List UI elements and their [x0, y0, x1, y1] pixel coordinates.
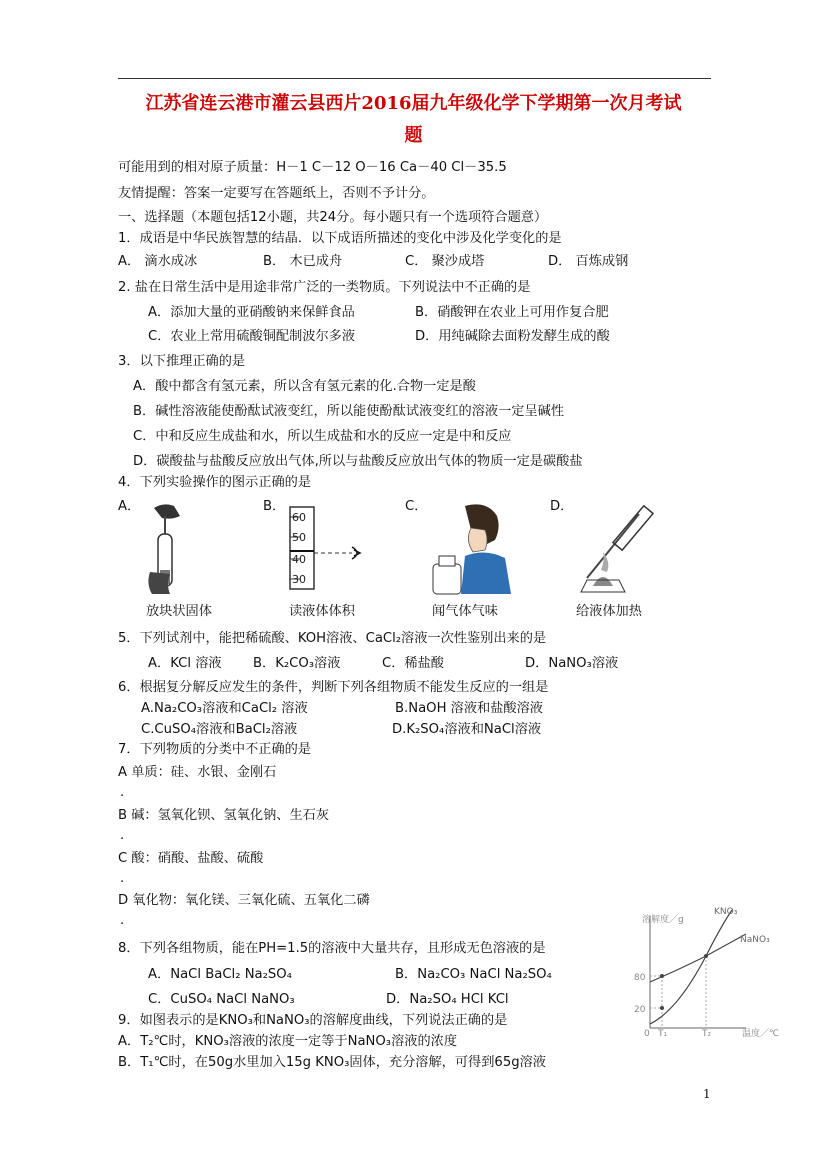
chart-x-mark-t2: T₂ — [702, 1029, 712, 1039]
question-3-option-d: D．碳酸盐与盐酸反应放出气体,所以与盐酸反应放出气体的物质一定是碳酸盐 — [133, 454, 583, 469]
question-5-option-c: C．稀盐酸 — [382, 656, 444, 671]
cylinder-tick-40: 40 — [292, 553, 306, 566]
question-1-stem: 1．成语是中华民族智慧的结晶．以下成语所描述的变化中涉及化学变化的是 — [118, 231, 562, 246]
chart-x-label: 温度／℃ — [742, 1029, 780, 1039]
question-8-option-b: B．Na₂CO₃ NaCl Na₂SO₄ — [395, 967, 552, 982]
question-7-dot-b: . — [120, 828, 125, 843]
question-7-option-d: D 氧化物：氧化镁、三氧化硫、五氧化二磷 — [118, 893, 370, 908]
question-8-stem: 8．下列各组物质，能在PH=1.5的溶液中大量共存，且形成无色溶液的是 — [118, 941, 546, 956]
question-2-stem: 2. 盐在日常生活中是用途非常广泛的一类物质。下列说法中不正确的是 — [118, 280, 531, 295]
question-7-dot-d: . — [120, 913, 125, 928]
question-3-option-c: C．中和反应生成盐和水，所以生成盐和水的反应一定是中和反应 — [133, 429, 512, 444]
question-8-option-a: A．NaCl BaCl₂ Na₂SO₄ — [148, 967, 292, 982]
question-2-option-b: B．硝酸钾在农业上可用作复合肥 — [415, 305, 609, 320]
question-4-label-d: D． — [550, 499, 574, 514]
question-2-option-d: D．用纯碱除去面粉发酵生成的酸 — [415, 329, 610, 344]
question-7-stem: 7．下列物质的分类中不正确的是 — [118, 742, 312, 757]
question-6-stem: 6．根据复分解反应发生的条件，判断下列各组物质不能发生反应的一组是 — [118, 680, 549, 695]
question-5-option-d: D．NaNO₃溶液 — [525, 656, 619, 671]
section-heading: 一、选择题（本题包括12小题，共24分。每小题只有一个选项符合题意） — [118, 210, 548, 225]
atomic-masses: 可能用到的相对原子质量：H－1 C－12 O－16 Ca－40 Cl－35.5 — [118, 160, 507, 175]
question-1-option-d: D． 百炼成钢 — [548, 254, 629, 269]
question-1-option-a: A． 滴水成冰 — [118, 254, 198, 269]
cylinder-tick-60: 60 — [292, 511, 306, 524]
question-4-label-c: C． — [405, 499, 428, 514]
question-5-stem: 5．下列试剂中，能把稀硫酸、KOH溶液、CaCl₂溶液一次性鉴别出来的是 — [118, 631, 547, 646]
figure-b-caption: 读液体体积 — [289, 604, 355, 619]
series-nano3-label: NaNO₃ — [740, 935, 770, 945]
chart-x-mark-t1: T₁ — [658, 1029, 668, 1039]
figure-a-caption: 放块状固体 — [146, 604, 212, 619]
graduated-cylinder-figure — [278, 505, 373, 593]
question-9-option-a: A．T₂℃时，KNO₃溶液的浓度一定等于NaNO₃溶液的浓度 — [118, 1034, 458, 1049]
page-number: 1 — [703, 1087, 711, 1101]
question-4-label-b: B． — [263, 499, 286, 514]
chart-y-mark-20: 20 — [634, 1005, 646, 1015]
question-1-option-c: C． 聚沙成塔 — [405, 254, 485, 269]
cylinder-tick-50: 50 — [292, 531, 306, 544]
question-9-option-b: B．T₁℃时，在50g水里加入15g KNO₃固体，充分溶解，可得到65g溶液 — [118, 1055, 546, 1070]
question-9-stem: 9．如图表示的是KNO₃和NaNO₃的溶解度曲线，下列说法正确的是 — [118, 1013, 508, 1028]
cylinder-tick-30: 30 — [292, 573, 306, 586]
question-3-option-a: A．酸中都含有氢元素，所以含有氢元素的化.合物一定是酸 — [133, 379, 476, 394]
question-6-option-a: A.Na₂CO₃溶液和CaCl₂ 溶液 — [141, 701, 308, 716]
question-7-dot-c: . — [120, 871, 125, 886]
question-4-label-a: A． — [118, 499, 141, 514]
question-4-stem: 4．下列实验操作的图示正确的是 — [118, 475, 312, 490]
figure-c-caption: 闻气体气味 — [432, 604, 498, 619]
figure-d-caption: 给液体加热 — [576, 604, 642, 619]
page-title: 江苏省连云港市灌云县西片2016届九年级化学下学期第一次月考试 — [145, 93, 682, 114]
reminder: 友情提醒：答案一定要写在答题纸上，否则不予计分。 — [118, 186, 435, 201]
question-2-option-a: A．添加大量的亚硝酸钠来保鲜食品 — [148, 305, 355, 320]
question-8-option-d: D．Na₂SO₄ HCl KCl — [386, 992, 509, 1007]
header-rule — [118, 78, 711, 79]
page-title-continued: 题 — [404, 125, 423, 146]
question-6-option-d: D.K₂SO₄溶液和NaCl溶液 — [392, 722, 542, 737]
series-kno3-label: KNO₃ — [714, 907, 738, 917]
question-3-stem: 3．以下推理正确的是 — [118, 354, 246, 369]
question-1-option-b: B． 木已成舟 — [263, 254, 343, 269]
question-5-option-a: A．KCl 溶液 — [148, 656, 222, 671]
chart-x-mark-0: 0 — [644, 1029, 650, 1039]
solid-in-test-tube-figure — [140, 500, 200, 598]
question-7-option-a: A 单质：硅、水银、金刚石 — [118, 765, 277, 780]
question-6-option-c: C.CuSO₄溶液和BaCl₂溶液 — [141, 722, 298, 737]
series-nano3-line — [650, 934, 746, 982]
smelling-gas-figure — [425, 500, 515, 596]
question-3-option-b: B．碱性溶液能使酚酞试液变红，所以能使酚酞试液变红的溶液一定呈碱性 — [133, 404, 565, 419]
chart-y-label: 溶解度／g — [642, 915, 684, 925]
solubility-chart — [628, 900, 788, 1040]
question-7-dot-a: . — [120, 785, 125, 800]
question-5-option-b: B．K₂CO₃溶液 — [253, 656, 341, 671]
heating-liquid-figure — [573, 498, 663, 596]
question-2-option-c: C．农业上常用硫酸铜配制波尔多液 — [148, 329, 356, 344]
question-7-option-b: B 碱：氢氧化钡、氢氧化钠、生石灰 — [118, 808, 330, 823]
question-8-option-c: C．CuSO₄ NaCl NaNO₃ — [148, 992, 295, 1007]
question-6-option-b: B.NaOH 溶液和盐酸溶液 — [395, 701, 543, 716]
chart-y-mark-80: 80 — [634, 973, 646, 983]
question-7-option-c: C 酸：硝酸、盐酸、硫酸 — [118, 851, 264, 866]
